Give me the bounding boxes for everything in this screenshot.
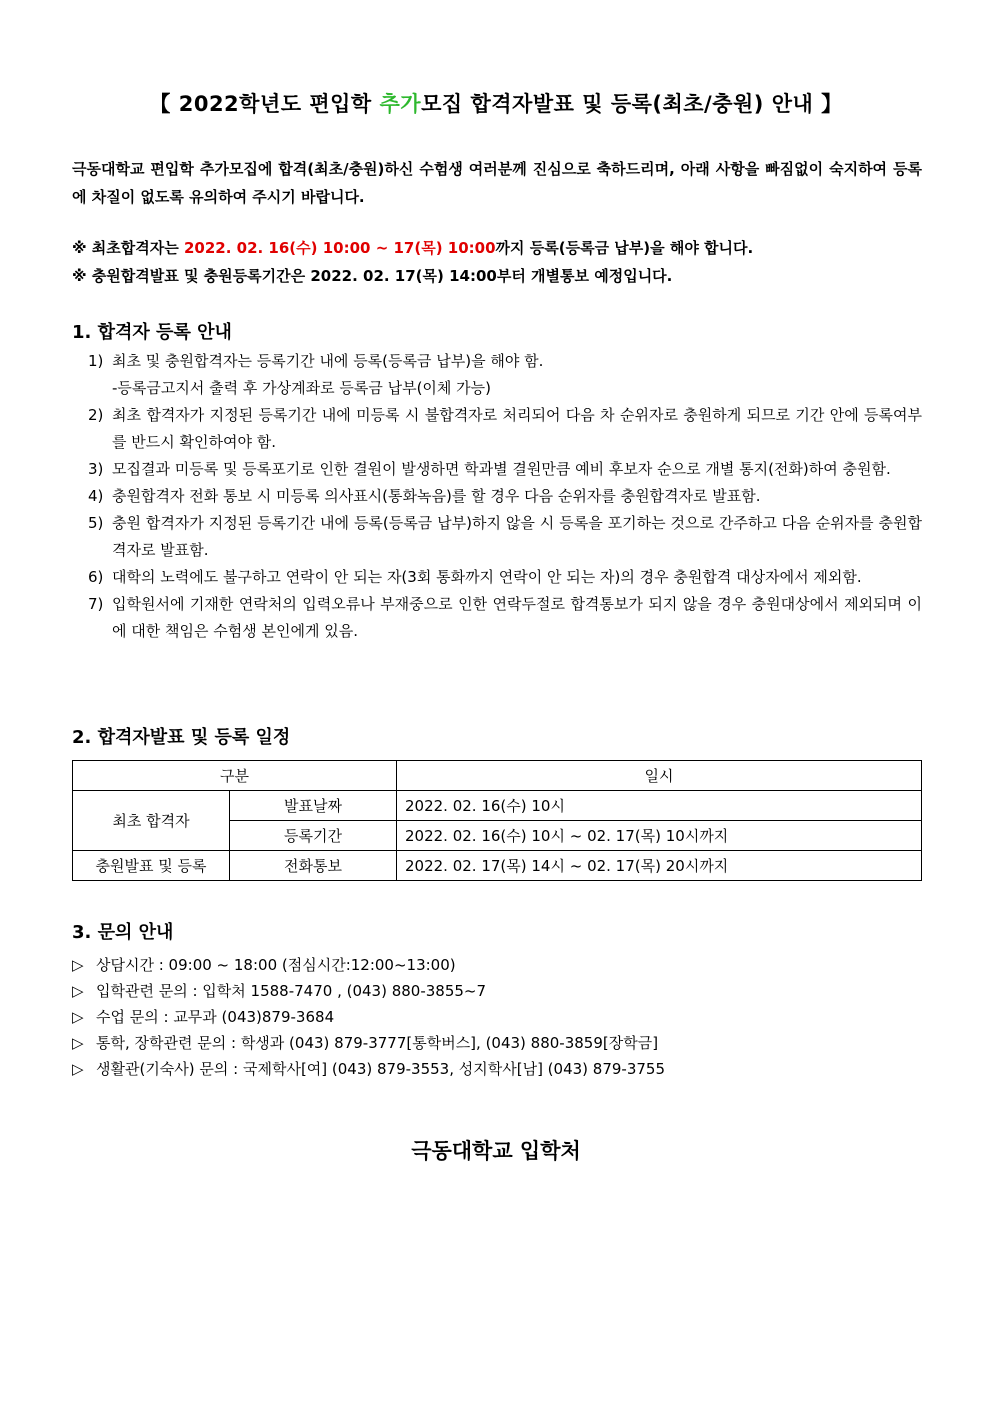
item-number: 3) (88, 460, 104, 478)
notice-additional-announcement: ※ 충원합격발표 및 충원등록기간은 2022. 02. 17(목) 14:00부터 개별통보 예정입니다. (72, 267, 673, 285)
notice-first-registration (72, 237, 932, 258)
inquiry-text: 입학관련 문의 : 입학처 1588-7470 , (043) 880-3855~7 (96, 982, 487, 1000)
page-title (0, 88, 992, 118)
list-subitem: -등록금고지서 출력 후 가상계좌로 등록금 납부(이체 가능) (112, 379, 491, 397)
group-first-admitted: 최초 합격자 (73, 791, 230, 851)
item-number: 7) (88, 595, 104, 613)
list-item (72, 978, 665, 1004)
triangle-bullet-icon: ▷ (72, 1060, 84, 1078)
item-text: 최초 및 충원합격자는 등록기간 내에 등록(등록금 납부)을 해야 함. (112, 352, 544, 370)
list-item (88, 564, 922, 591)
table-row (73, 791, 922, 821)
intro-paragraph: 극동대학교 편입학 추가모집에 합격(최초/충원)하신 수험생 여러분께 진심으로 축하드리며, 아래 사항을 빠짐없이 숙지하여 등록에 차질이 없도록 유의하여 주시기 바랍니다. (72, 160, 922, 206)
list-item (72, 952, 665, 978)
item-text: 최초 합격자가 지정된 등록기간 내에 미등록 시 불합격자로 처리되어 다음 차 순위자로 충원하게 되므로 기간 안에 등록여부를 반드시 확인하여야 함. (112, 406, 922, 451)
item-number: 2) (88, 406, 104, 424)
triangle-bullet-icon: ▷ (72, 1008, 84, 1026)
section3-heading: 3. 문의 안내 (72, 922, 174, 943)
notice1-deadline: 2022. 02. 16(수) 10:00 ~ 17(목) 10:00 (183, 239, 496, 257)
row-value: 2022. 02. 16(수) 10시 (397, 791, 922, 821)
row-value: 2022. 02. 16(수) 10시 ~ 02. 17(목) 10시까지 (397, 821, 922, 851)
notice1-prefix: ※ 최초합격자는 (72, 239, 184, 257)
row-label: 발표날짜 (230, 791, 397, 821)
title-suffix: 모집 합격자발표 및 등록(최초/충원) 안내 】 (421, 92, 843, 116)
footer-signature: 극동대학교 입학처 (411, 1139, 581, 1163)
section1-heading: 1. 합격자 등록 안내 (72, 322, 232, 343)
inquiry-text: 생활관(기숙사) 문의 : 국제학사[여] (043) 879-3553, 성지학사[남] (043) 879-3755 (96, 1060, 666, 1078)
item-text: 대학의 노력에도 불구하고 연락이 안 되는 자(3회 통화까지 연락이 안 되는 자)의 경우 충원합격 대상자에서 제외함. (112, 568, 862, 586)
list-item (72, 1030, 665, 1056)
list-item (88, 348, 922, 375)
list-item (88, 456, 922, 483)
triangle-bullet-icon: ▷ (72, 956, 84, 974)
table-row (73, 851, 922, 881)
row-label: 전화통보 (230, 851, 397, 881)
row-label: 등록기간 (230, 821, 397, 851)
list-item (72, 1004, 665, 1030)
inquiry-list (72, 952, 665, 1082)
item-number: 6) (88, 568, 104, 586)
list-item (88, 483, 922, 510)
list-item (88, 402, 922, 456)
item-number: 5) (88, 514, 104, 532)
list-item (72, 1056, 665, 1082)
title-highlight: 추가 (379, 92, 422, 116)
item-text: 충원합격자 전화 통보 시 미등록 의사표시(통화녹음)를 할 경우 다음 순위자를 충원합격자로 발표함. (112, 487, 761, 505)
header-category: 구분 (73, 761, 397, 791)
section2-heading: 2. 합격자발표 및 등록 일정 (72, 727, 291, 748)
inquiry-text: 통학, 장학관련 문의 : 학생과 (043) 879-3777[통학버스], (043) 880-3859[장학금] (96, 1034, 659, 1052)
notice1-suffix: 까지 등록(등록금 납부)을 해야 합니다. (495, 239, 754, 257)
header-datetime: 일시 (397, 761, 922, 791)
inquiry-text: 상담시간 : 09:00 ~ 18:00 (점심시간:12:00~13:00) (96, 956, 456, 974)
list-item (88, 510, 922, 564)
registration-guide-list (88, 348, 922, 645)
item-text: 충원 합격자가 지정된 등록기간 내에 등록(등록금 납부)하지 않을 시 등록을 포기하는 것으로 간주하고 다음 순위자를 충원합격자로 발표함. (112, 514, 922, 559)
title-prefix: 【 2022학년도 편입학 (149, 92, 380, 116)
triangle-bullet-icon: ▷ (72, 1034, 84, 1052)
table-header-row (73, 761, 922, 791)
item-number: 1) (88, 352, 104, 370)
list-item (88, 591, 922, 645)
row-value: 2022. 02. 17(목) 14시 ~ 02. 17(목) 20시까지 (397, 851, 922, 881)
item-text: 모집결과 미등록 및 등록포기로 인한 결원이 발생하면 학과별 결원만큼 예비 후보자 순으로 개별 통지(전화)하여 충원함. (112, 460, 891, 478)
item-number: 4) (88, 487, 104, 505)
group-additional: 충원발표 및 등록 (73, 851, 230, 881)
triangle-bullet-icon: ▷ (72, 982, 84, 1000)
item-text: 입학원서에 기재한 연락처의 입력오류나 부재중으로 인한 연락두절로 합격통보가 되지 않을 경우 충원대상에서 제외되며 이에 대한 책임은 수험생 본인에게 있음. (112, 595, 922, 640)
inquiry-text: 수업 문의 : 교무과 (043)879-3684 (96, 1008, 335, 1026)
schedule-table (72, 760, 922, 881)
